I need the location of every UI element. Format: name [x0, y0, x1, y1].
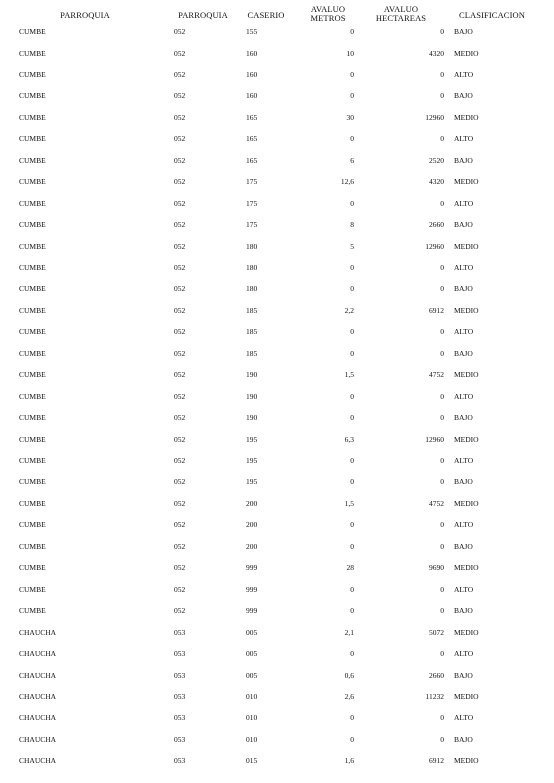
avaluo-hectareas-cell: 4752 [429, 370, 444, 380]
table-row [0, 499, 554, 520]
table-row [0, 692, 554, 713]
parroquia-cell: CHAUCHA [19, 756, 57, 766]
avaluo-metros-cell: 8 [350, 220, 354, 229]
table-row [0, 585, 554, 606]
codigo-cell: 053 [174, 627, 186, 637]
table-row [0, 628, 554, 649]
avaluo-metros-cell: 0 [350, 27, 354, 36]
table-row [0, 671, 554, 692]
avaluo-hectareas-cell: 0 [440, 606, 444, 616]
avaluo-metros-cell: 0 [350, 327, 354, 337]
codigo-cell: 052 [174, 327, 186, 337]
clasificacion-cell: MEDIO [454, 691, 479, 701]
table-row [0, 456, 554, 477]
clasificacion-cell: ALTO [454, 134, 474, 144]
caserio-cell: 160 [246, 91, 258, 101]
avaluo-hectareas-cell: 4320 [429, 177, 444, 187]
parroquia-cell: CHAUCHA [19, 734, 57, 744]
codigo-cell: 052 [174, 563, 186, 573]
avaluo-hectareas-cell: 4752 [429, 498, 444, 508]
codigo-cell: 052 [174, 413, 186, 423]
codigo-cell: 052 [174, 48, 186, 58]
clasificacion-cell: ALTO [454, 584, 474, 594]
parroquia-cell: CHAUCHA [19, 691, 57, 701]
avaluo-metros-cell: 0 [350, 262, 354, 272]
avaluo-metros-cell: 0 [350, 734, 354, 744]
clasificacion-cell: ALTO [454, 520, 474, 530]
codigo-cell: 053 [174, 713, 186, 723]
caserio-cell: 010 [246, 713, 258, 723]
clasificacion-cell: ALTO [454, 649, 474, 658]
parroquia-cell: CUMBE [19, 48, 46, 58]
table-row [0, 370, 554, 391]
avaluo-metros-cell: 5 [350, 241, 354, 251]
clasificacion-cell: BAJO [454, 284, 473, 294]
table-row [0, 27, 554, 48]
header-caserio: CASERIO [247, 10, 285, 20]
caserio-cell: 010 [246, 691, 258, 701]
parroquia-cell: CUMBE [19, 456, 46, 465]
avaluo-metros-cell: 0 [350, 456, 354, 465]
avaluo-metros-cell: 0 [350, 649, 354, 658]
codigo-cell: 052 [174, 348, 186, 358]
avaluo-metros-cell: 0 [350, 713, 354, 723]
avaluo-metros-cell: 6,3 [344, 434, 354, 444]
codigo-cell: 053 [174, 691, 186, 701]
parroquia-cell: CUMBE [19, 520, 46, 530]
clasificacion-cell: BAJO [454, 670, 473, 680]
clasificacion-cell: ALTO [454, 262, 474, 272]
parroquia-cell: CUMBE [19, 284, 46, 294]
table-row [0, 220, 554, 241]
avaluo-hectareas-cell: 2660 [429, 220, 444, 229]
table-row [0, 177, 554, 198]
table-row [0, 542, 554, 563]
caserio-cell: 180 [246, 284, 258, 294]
clasificacion-cell: BAJO [454, 541, 473, 551]
avaluo-metros-cell: 1,5 [344, 370, 354, 380]
avaluo-metros-cell: 0 [350, 477, 354, 487]
caserio-cell: 165 [246, 112, 258, 122]
parroquia-cell: CUMBE [19, 262, 46, 272]
avaluo-hectareas-cell: 0 [440, 713, 444, 723]
caserio-cell: 195 [246, 456, 258, 465]
clasificacion-cell: ALTO [454, 198, 474, 208]
clasificacion-cell: BAJO [454, 734, 473, 744]
parroquia-cell: CUMBE [19, 241, 46, 251]
header-avaluo-metros: AVALUO METROS [310, 4, 346, 23]
avaluo-metros-cell: 12,6 [340, 177, 354, 187]
clasificacion-cell: ALTO [454, 327, 474, 337]
header-avaluo-hectareas: AVALUO HECTAREAS [375, 4, 427, 23]
parroquia-cell: CHAUCHA [19, 627, 57, 637]
parroquia-cell: CUMBE [19, 27, 46, 36]
table-row [0, 392, 554, 413]
caserio-cell: 160 [246, 48, 258, 58]
header-parroquia-codigo: PARROQUIA [178, 10, 228, 20]
parroquia-cell: CUMBE [19, 606, 46, 616]
caserio-cell: 175 [246, 220, 258, 229]
parroquia-cell: CUMBE [19, 134, 46, 144]
caserio-cell: 165 [246, 134, 258, 144]
avaluo-hectareas-cell: 0 [440, 262, 444, 272]
codigo-cell: 053 [174, 670, 186, 680]
table-row [0, 606, 554, 627]
avaluo-hectareas-cell: 12960 [425, 241, 444, 251]
parroquia-cell: CHAUCHA [19, 649, 57, 658]
codigo-cell: 053 [174, 734, 186, 744]
caserio-cell: 175 [246, 177, 258, 187]
avaluo-metros-cell: 10 [346, 48, 354, 58]
clasificacion-cell: BAJO [454, 606, 473, 616]
header-parroquia-nombre: PARROQUIA [60, 10, 110, 20]
parroquia-cell: CUMBE [19, 177, 46, 187]
avaluo-hectareas-cell: 12960 [425, 112, 444, 122]
caserio-cell: 195 [246, 477, 258, 487]
clasificacion-cell: BAJO [454, 413, 473, 423]
parroquia-cell: CHAUCHA [19, 670, 57, 680]
caserio-cell: 180 [246, 262, 258, 272]
avaluo-metros-cell: 30 [346, 112, 354, 122]
caserio-cell: 185 [246, 348, 258, 358]
codigo-cell: 052 [174, 69, 186, 79]
table-row [0, 435, 554, 456]
clasificacion-cell: ALTO [454, 69, 474, 79]
avaluo-metros-cell: 0 [350, 198, 354, 208]
table-row [0, 756, 554, 777]
clasificacion-cell: BAJO [454, 27, 473, 36]
table-row [0, 327, 554, 348]
parroquia-cell: CUMBE [19, 541, 46, 551]
avaluo-metros-cell: 0 [350, 413, 354, 423]
avaluo-hectareas-cell: 6912 [429, 305, 444, 315]
avaluo-hectareas-cell: 0 [440, 649, 444, 658]
table-row [0, 70, 554, 91]
avaluo-metros-cell: 0 [350, 134, 354, 144]
avaluo-hectareas-cell: 2660 [429, 670, 444, 680]
caserio-cell: 165 [246, 155, 258, 165]
avaluo-hectareas-cell: 12960 [425, 434, 444, 444]
avaluo-hectareas-cell: 0 [440, 413, 444, 423]
codigo-cell: 052 [174, 477, 186, 487]
parroquia-cell: CUMBE [19, 305, 46, 315]
codigo-cell: 052 [174, 584, 186, 594]
table-row [0, 649, 554, 670]
codigo-cell: 052 [174, 220, 186, 229]
table-row [0, 413, 554, 434]
clasificacion-cell: MEDIO [454, 498, 479, 508]
parroquia-cell: CUMBE [19, 370, 46, 380]
codigo-cell: 052 [174, 91, 186, 101]
parroquia-cell: CUMBE [19, 198, 46, 208]
avaluo-hectareas-cell: 0 [440, 477, 444, 487]
codigo-cell: 052 [174, 434, 186, 444]
table-row [0, 113, 554, 134]
codigo-cell: 052 [174, 284, 186, 294]
caserio-cell: 005 [246, 627, 258, 637]
caserio-cell: 160 [246, 69, 258, 79]
avaluo-hectareas-cell: 11232 [425, 691, 444, 701]
caserio-cell: 200 [246, 520, 258, 530]
table-row [0, 477, 554, 498]
avaluo-hectareas-cell: 0 [440, 284, 444, 294]
parroquia-cell: CUMBE [19, 434, 46, 444]
clasificacion-cell: MEDIO [454, 241, 479, 251]
table-row [0, 735, 554, 756]
parroquia-cell: CUMBE [19, 69, 46, 79]
parroquia-cell: CUMBE [19, 220, 46, 229]
table-row [0, 91, 554, 112]
clasificacion-cell: BAJO [454, 348, 473, 358]
table-row [0, 242, 554, 263]
avaluo-hectareas-cell: 0 [440, 348, 444, 358]
clasificacion-cell: MEDIO [454, 370, 479, 380]
parroquia-cell: CUMBE [19, 498, 46, 508]
caserio-cell: 185 [246, 327, 258, 337]
caserio-cell: 010 [246, 734, 258, 744]
parroquia-cell: CUMBE [19, 327, 46, 337]
clasificacion-cell: MEDIO [454, 434, 479, 444]
table-row [0, 134, 554, 155]
clasificacion-cell: BAJO [454, 477, 473, 487]
table-row [0, 263, 554, 284]
avaluo-metros-cell: 2,1 [344, 627, 354, 637]
caserio-cell: 180 [246, 241, 258, 251]
avaluo-hectareas-cell: 0 [440, 391, 444, 401]
clasificacion-cell: BAJO [454, 155, 473, 165]
avaluo-metros-cell: 1,5 [344, 498, 354, 508]
clasificacion-cell: MEDIO [454, 48, 479, 58]
codigo-cell: 052 [174, 241, 186, 251]
codigo-cell: 052 [174, 606, 186, 616]
avaluo-hectareas-cell: 9690 [429, 563, 444, 573]
avaluo-metros-cell: 0,6 [344, 670, 354, 680]
avaluo-metros-cell: 0 [350, 69, 354, 79]
codigo-cell: 052 [174, 198, 186, 208]
avaluo-metros-cell: 0 [350, 348, 354, 358]
parroquia-cell: CUMBE [19, 584, 46, 594]
codigo-cell: 052 [174, 456, 186, 465]
avaluo-hectareas-cell: 5072 [429, 627, 444, 637]
avaluo-hectareas-cell: 0 [440, 91, 444, 101]
caserio-cell: 999 [246, 563, 258, 573]
avaluo-hectareas-cell: 0 [440, 541, 444, 551]
avaluo-hectareas-cell: 0 [440, 327, 444, 337]
codigo-cell: 052 [174, 391, 186, 401]
avaluo-metros-cell: 0 [350, 391, 354, 401]
caserio-cell: 190 [246, 370, 258, 380]
avaluo-hectareas-cell: 4320 [429, 48, 444, 58]
codigo-cell: 052 [174, 262, 186, 272]
avaluo-metros-cell: 0 [350, 606, 354, 616]
clasificacion-cell: MEDIO [454, 177, 479, 187]
caserio-cell: 155 [246, 27, 258, 36]
avaluo-metros-cell: 1,6 [344, 756, 354, 766]
parroquia-cell: CHAUCHA [19, 713, 57, 723]
clasificacion-cell: BAJO [454, 220, 473, 229]
table-row [0, 49, 554, 70]
avaluo-hectareas-cell: 0 [440, 520, 444, 530]
avaluo-metros-cell: 0 [350, 541, 354, 551]
table-row [0, 156, 554, 177]
clasificacion-cell: MEDIO [454, 563, 479, 573]
clasificacion-cell: ALTO [454, 456, 474, 465]
clasificacion-cell: MEDIO [454, 756, 479, 766]
table-row [0, 199, 554, 220]
caserio-cell: 999 [246, 606, 258, 616]
table-row [0, 284, 554, 305]
clasificacion-cell: MEDIO [454, 112, 479, 122]
codigo-cell: 053 [174, 649, 186, 658]
codigo-cell: 052 [174, 112, 186, 122]
codigo-cell: 052 [174, 155, 186, 165]
clasificacion-cell: ALTO [454, 713, 474, 723]
avaluo-hectareas-cell: 0 [440, 198, 444, 208]
caserio-cell: 190 [246, 391, 258, 401]
caserio-cell: 190 [246, 413, 258, 423]
avaluo-hectareas-cell: 0 [440, 134, 444, 144]
avaluo-hectareas-cell: 6912 [429, 756, 444, 766]
avaluo-metros-cell: 0 [350, 520, 354, 530]
codigo-cell: 052 [174, 177, 186, 187]
clasificacion-cell: MEDIO [454, 305, 479, 315]
avaluo-hectareas-cell: 0 [440, 69, 444, 79]
parroquia-cell: CUMBE [19, 112, 46, 122]
clasificacion-cell: BAJO [454, 91, 473, 101]
parroquia-cell: CUMBE [19, 348, 46, 358]
avaluo-metros-cell: 0 [350, 91, 354, 101]
caserio-cell: 185 [246, 305, 258, 315]
codigo-cell: 053 [174, 756, 186, 766]
avaluo-metros-cell: 2,2 [344, 305, 354, 315]
parroquia-cell: CUMBE [19, 155, 46, 165]
table-row [0, 349, 554, 370]
avaluo-hectareas-cell: 0 [440, 456, 444, 465]
avaluo-metros-cell: 0 [350, 584, 354, 594]
codigo-cell: 052 [174, 541, 186, 551]
parroquia-cell: CUMBE [19, 477, 46, 487]
table-row [0, 713, 554, 734]
caserio-cell: 200 [246, 541, 258, 551]
avaluo-metros-cell: 28 [346, 563, 354, 573]
table-row [0, 306, 554, 327]
codigo-cell: 052 [174, 305, 186, 315]
caserio-cell: 015 [246, 756, 258, 766]
parroquia-cell: CUMBE [19, 91, 46, 101]
avaluo-hectareas-cell: 0 [440, 734, 444, 744]
caserio-cell: 005 [246, 649, 258, 658]
caserio-cell: 175 [246, 198, 258, 208]
caserio-cell: 200 [246, 498, 258, 508]
parroquia-cell: CUMBE [19, 391, 46, 401]
avaluo-metros-cell: 2,6 [344, 691, 354, 701]
table-row [0, 563, 554, 584]
header-clasificacion: CLASIFICACION [458, 10, 525, 20]
caserio-cell: 195 [246, 434, 258, 444]
table-row [0, 520, 554, 541]
avaluo-metros-cell: 0 [350, 284, 354, 294]
avaluo-metros-cell: 6 [350, 155, 354, 165]
avaluo-hectareas-cell: 0 [440, 27, 444, 36]
clasificacion-cell: ALTO [454, 391, 474, 401]
caserio-cell: 005 [246, 670, 258, 680]
avaluo-hectareas-cell: 0 [440, 584, 444, 594]
codigo-cell: 052 [174, 520, 186, 530]
parroquia-cell: CUMBE [19, 413, 46, 423]
codigo-cell: 052 [174, 134, 186, 144]
codigo-cell: 052 [174, 370, 186, 380]
codigo-cell: 052 [174, 498, 186, 508]
caserio-cell: 999 [246, 584, 258, 594]
parroquia-cell: CUMBE [19, 563, 46, 573]
codigo-cell: 052 [174, 27, 186, 36]
clasificacion-cell: MEDIO [454, 627, 479, 637]
avaluo-hectareas-cell: 2520 [429, 155, 444, 165]
